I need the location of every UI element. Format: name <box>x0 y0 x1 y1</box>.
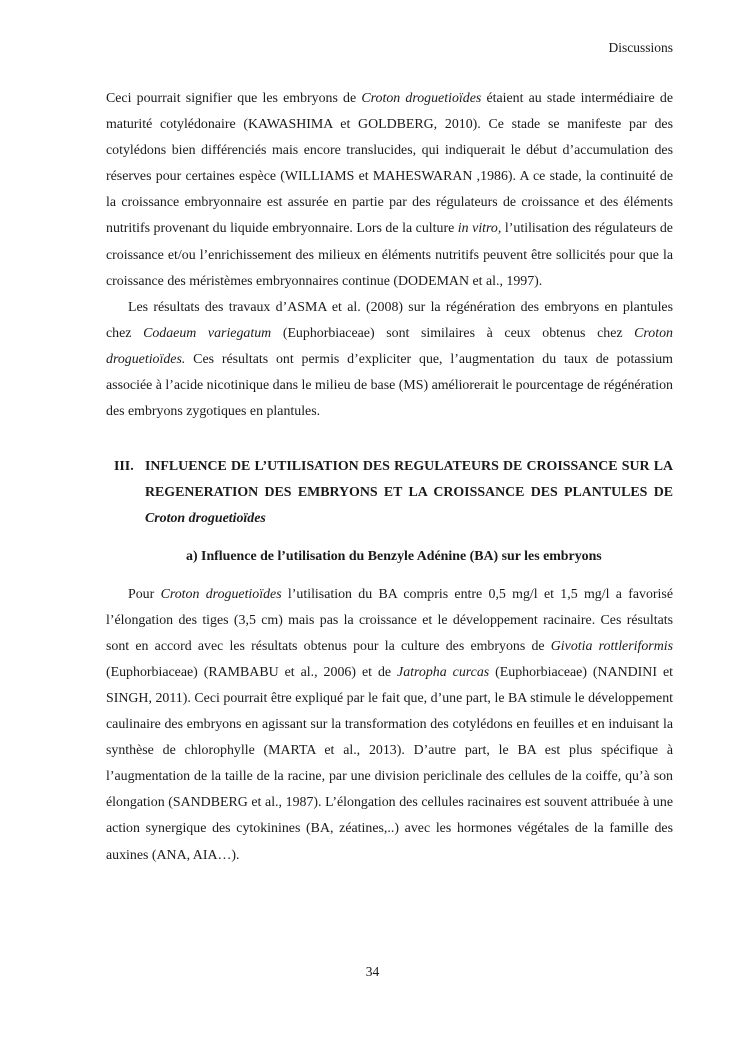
page-body <box>106 86 673 869</box>
section-heading-iii <box>106 454 673 532</box>
subsection-heading-ba: a) Influence de l’utilisation du Benzyle Adénine (BA) sur les embryons <box>186 548 602 564</box>
section-title: INFLUENCE DE L’UTILISATION DES REGULATEURS DE CROISSANCE SUR LA REGENERATION DES EMBRYONS ET LA CROISSANCE DES PLANTULES DE Croton droguetioïdes <box>145 459 673 527</box>
paragraph-embryo-maturity: Ceci pourrait signifier que les embryons de Croton droguetioïdes étaient au stade intermédiaire de maturité cotylédonaire (KAWASHIMA et GOLDBERG, 2010). Ce stade se manifeste par des cotylédons bien différenciés mais encore translucides, qui indiquerait le début d’accumulation des réserves pour certaines espèce (WILLIAMS et MAHESWARAN ,1986). A ce stade, la continuité de la croissance embryonnaire est assurée en partie par des régulateurs de croissance et des éléments nutritifs provenant du liquide embryonnaire. Lors de la culture in vitro, l’utilisation des régulateurs de croissance et/ou l’enrichissement des milieux en éléments nutritifs peuvent être sollicités pour que la croissance des méristèmes embryonnaires continue (DODEMAN et al., 1997). <box>106 91 673 289</box>
running-header: Discussions <box>608 40 673 55</box>
section-number: III. <box>114 459 134 475</box>
paragraph-ba-effects: Pour Croton droguetioïdes l’utilisation du BA compris entre 0,5 mg/l et 1,5 mg/l a favorisé l’élongation des tiges (3,5 cm) mais pas la croissance et le développement racinaire. Ces résultats sont en accord avec les résultats obtenus pour la culture des embryons de Givotia rottleriformis (Euphorbiaceae) (RAMBABU et al., 2006) et de Jatropha curcas (Euphorbiaceae) (NANDINI et SINGH, 2011). Ceci pourrait être expliqué par le fait que, d’une part, le BA stimule le développement caulinaire des embryons en agissant sur la transformation des cotylédons en feuilles et en induisant la synthèse de chlorophylle (MARTA et al., 2013). D’autre part, le BA est plus spécifique à l’augmentation de la taille de la racine, par une division periclinale des cellules de la coiffe, qu’à son élongation (SANDBERG et al., 1987). L’élongation des cellules racinaires est souvent attribuée à une action synergique des cytokinines (BA, zéatines,..) avec les hormones végétales de la famille des auxines (ANA, AIA…). <box>106 586 673 863</box>
paragraph-asma-results: Les résultats des travaux d’ASMA et al. (2008) sur la régénération des embryons en plantules chez Codaeum variegatum (Euphorbiaceae) sont similaires à ceux obtenus chez Croton droguetioïdes. Ces résultats ont permis d’expliciter que, l’augmentation du taux de potassium associée à l’acide nicotinique dans le milieu de base (MS) améliorerait le pourcentage de régénération des embryons zygotiques en plantules. <box>106 299 673 420</box>
page-number: 34 <box>365 964 380 979</box>
